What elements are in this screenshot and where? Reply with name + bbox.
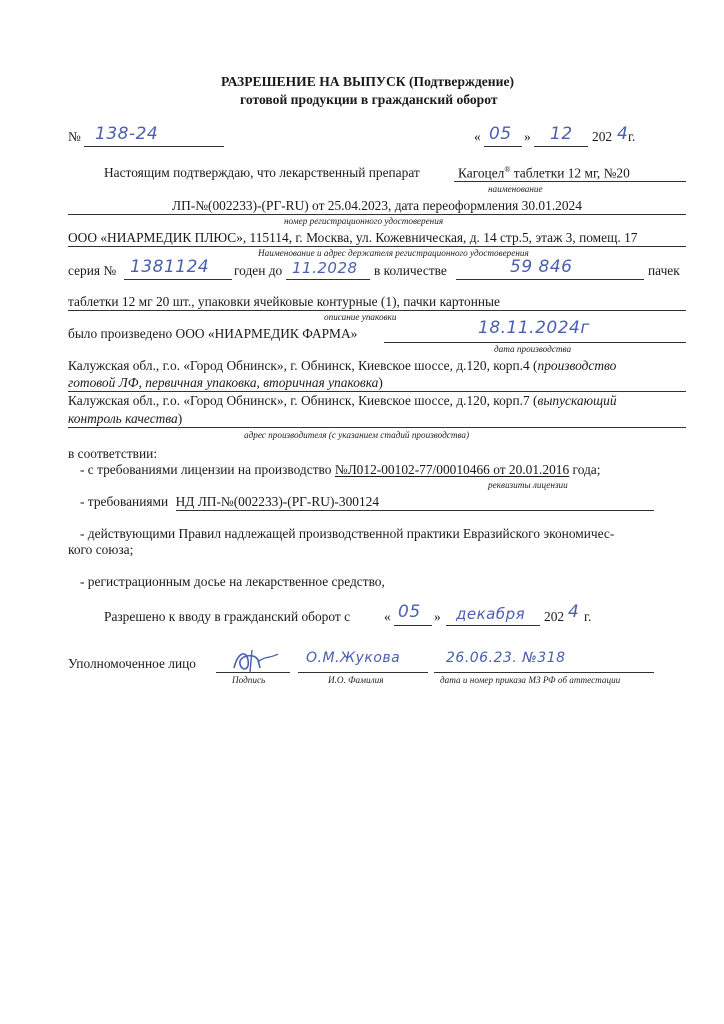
date-year-handwritten: 4 [617,124,629,144]
permit-quote-open: « [384,609,391,624]
permit-suffix: г. [584,609,592,624]
date-day-underline [484,146,522,147]
authorized-person-label: Уполномоченное лицо [68,656,196,671]
license-value: №Л012-00102-77/00010466 от 20.01.2016 [334,462,570,477]
permit-quote-close: » [434,609,441,624]
address-underline-2 [68,427,686,428]
accordance-intro: в соответствии: [68,446,158,461]
holder-underline [68,246,686,247]
valid-handwritten: 11.2028 [292,259,358,277]
number-label: № [68,129,81,144]
dossier-line: - регистрационным досье на лекарственное средство, [80,574,385,589]
license-prefix: - с требованиями лицензии на производство [80,462,332,477]
license-line [80,462,600,478]
holder-caption: Наименование и адрес держателя регистрационного удостоверения [258,248,529,258]
permit-text: Разрешено к вводу в гражданский оборот с [104,609,351,624]
permit-month-handwritten: декабря [456,605,526,623]
date-suffix: г. [628,129,636,144]
product-name-main: Кагоцел [458,165,505,181]
holder-text: ООО «НИАРМЕДИК ПЛЮС», 115114, г. Москва, ул. Кожевническая, д. 14 стр.5, этаж 3, помещ. 17 [68,230,638,245]
address-line-1-main: Калужская обл., г.о. «Город Обнинск», г. Обнинск, Киевское шоссе, д.120, корп.4 ( [68,358,538,373]
number-underline [84,146,224,147]
address-line-4-stage: контроль качества [68,411,178,426]
product-name [458,165,630,181]
quantity-underline [456,279,644,280]
nd-line [80,494,379,510]
registration-underline [68,214,686,215]
series-label: серия № [68,263,117,278]
valid-underline [286,279,370,280]
license-caption: реквизиты лицензии [488,480,568,490]
valid-label: годен до [234,263,283,278]
title-line-2: готовой продукции в гражданский оборот [240,92,498,107]
nd-underline [176,510,654,511]
date-month-handwritten: 12 [550,124,573,144]
address-line-4 [68,411,182,427]
order-caption: дата и номер приказа МЗ РФ об аттестации [440,675,621,685]
title-line-1: РАЗРЕШЕНИЕ НА ВЫПУСК (Подтверждение) [221,74,515,89]
address-line-1 [68,358,616,374]
nd-value: НД ЛП-№(002233)-(РГ-RU)-300124 [175,494,380,509]
nd-prefix: - требованиями [80,494,169,509]
product-underline [454,181,686,182]
registration-text: ЛП-№(002233)-(РГ-RU) от 25.04.2023, дата переоформления 30.01.2024 [172,198,582,213]
quantity-label: в количестве [374,263,447,278]
signature-caption: Подпись [232,675,266,685]
name-handwritten: О.М.Жукова [306,650,401,666]
permit-day-underline [394,625,432,626]
address-line-3 [68,393,617,409]
number-handwritten: 138-24 [95,124,159,144]
address-line-2 [68,375,383,391]
packaging-text: таблетки 12 мг 20 шт., упаковки ячейковые контурные (1), пачки картонные [68,294,500,309]
production-date-handwritten: 18.11.2024г [478,318,590,338]
series-number-handwritten: 1381124 [130,257,210,277]
series-number-underline [124,279,232,280]
registered-mark: ® [504,165,511,174]
address-line-3-main: Калужская обл., г.о. «Город Обнинск», г. Обнинск, Киевское шоссе, д.120, корп.7 ( [68,393,538,408]
address-line-3-stage: выпускающий [537,393,617,408]
production-date-caption: дата производства [494,344,572,354]
produced-text: было произведено ООО «НИАРМЕДИК ФАРМА» [68,326,358,341]
address-caption: адрес производителя (с указанием стадий производства) [244,430,470,440]
quantity-handwritten: 59 846 [510,257,573,277]
date-day-handwritten: 05 [489,124,512,144]
order-handwritten: 26.06.23. №318 [446,650,566,666]
address-underline-1 [68,391,686,392]
gmp-line-2: кого союза; [68,542,134,557]
permit-year-handwritten: 4 [568,602,580,622]
license-suffix: года; [572,462,601,477]
confirm-text: Настоящим подтверждаю, что лекарственный препарат [104,165,420,180]
date-quote-close: » [524,129,531,144]
date-month-underline [534,146,588,147]
name-caption: И.О. Фамилия [328,675,384,685]
permit-month-underline [446,625,540,626]
signature-stroke-1 [234,654,260,669]
order-underline [434,672,654,673]
quantity-unit: пачек [648,263,680,278]
signature-image [228,646,284,674]
packaging-underline [68,310,686,311]
address-line-1-stage: производство [537,358,617,373]
signature-stroke-3 [258,654,278,662]
product-caption: наименование [488,184,543,194]
address-line-2-end: ) [378,375,383,390]
produced-underline [384,342,686,343]
product-name-rest: таблетки 12 мг, №20 [513,165,630,181]
date-quote-open: « [474,129,481,144]
permit-day-handwritten: 05 [398,602,421,622]
date-year-prefix: 202 [592,129,613,144]
address-line-4-end: ) [177,411,183,426]
registration-caption: номер регистрационного удостоверения [284,216,444,226]
permit-year-prefix: 202 [544,609,565,624]
packaging-caption: описание упаковки [324,312,397,322]
address-line-2-stage: готовой ЛФ, первичная упаковка, вторичная упаковка [68,375,379,390]
gmp-line-1: - действующими Правил надлежащей производственной практики Евразийского экономичес- [80,526,615,541]
signature-stroke-2 [250,650,252,672]
name-underline [298,672,428,673]
